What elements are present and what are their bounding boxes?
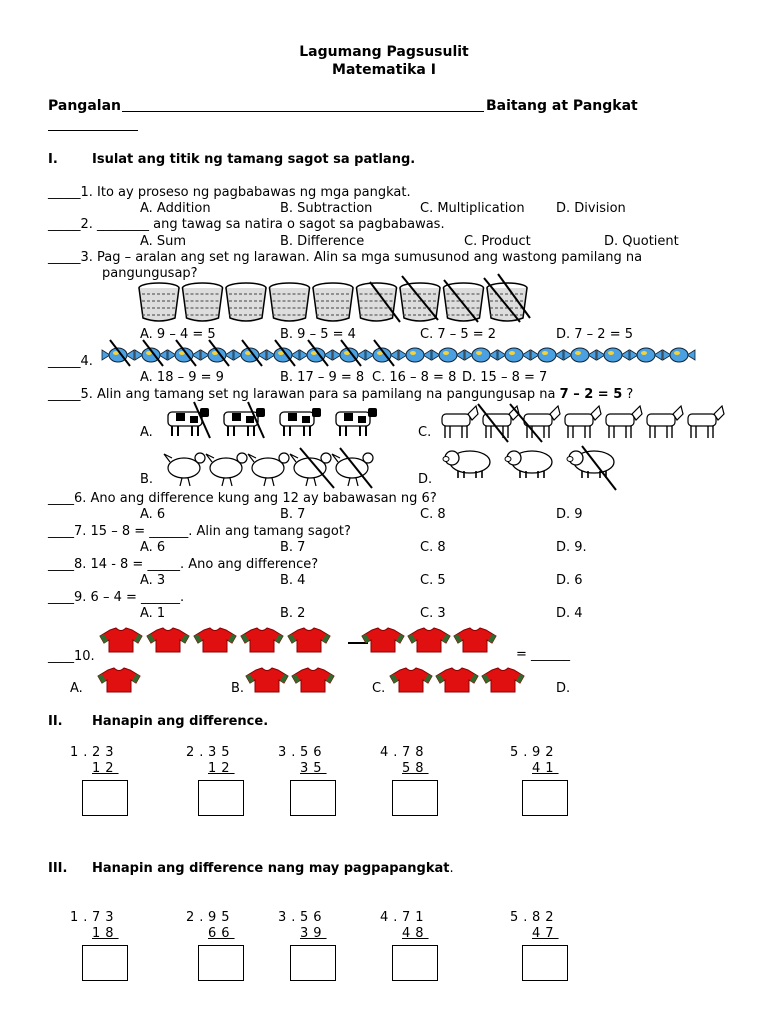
part2-problem-3-label: 3. — [278, 745, 301, 760]
basket-icon — [183, 283, 223, 321]
candy-icon — [564, 348, 596, 362]
part2-problem-5-minuend: 92 — [532, 745, 559, 760]
part3-problem-5-minuend: 82 — [532, 910, 559, 925]
q7-choice-a: A. 6 — [140, 540, 166, 555]
part1-numeral: I. — [48, 152, 58, 167]
shirt-icon — [408, 628, 450, 652]
shirt-choice-c — [390, 664, 540, 694]
part3-problem-4-label: 4. — [380, 910, 403, 925]
part3-problem-3-label: 3. — [278, 910, 301, 925]
part2-problem-4-label: 4. — [380, 745, 403, 760]
shirt-icon — [100, 628, 142, 652]
q8-choice-b: B. 4 — [280, 573, 306, 588]
q4-choice-c: C. 16 – 8 = 8 — [372, 370, 457, 385]
q5-choice-c: C. — [418, 425, 432, 440]
pig-icon — [443, 451, 490, 478]
q3-choice-a: A. 9 – 4 = 5 — [140, 327, 216, 342]
part3-answer-box-4[interactable] — [392, 945, 438, 981]
candy-icon — [531, 348, 563, 362]
q1-choice-a: A. Addition — [140, 201, 211, 216]
part3-numeral: III. — [48, 861, 68, 876]
question-7: ____7. 15 – 8 = ______. Alin ang tamang sagot? — [48, 524, 351, 539]
part2-problem-1-subtrahend: 12 — [92, 761, 119, 776]
q8-choice-d: D. 6 — [556, 573, 583, 588]
goat-icon — [647, 406, 683, 438]
question-4: _____4. — [48, 354, 93, 369]
q2-choice-b: B. Difference — [280, 234, 365, 249]
q10-equals: = ______ — [516, 647, 571, 662]
part2-answer-box-3[interactable] — [290, 780, 336, 816]
q6-choice-a: A. 6 — [140, 507, 166, 522]
question-3-cont: pangungusap? — [102, 266, 198, 281]
shirt-icon — [98, 668, 140, 692]
q9-choice-a: A. 1 — [140, 606, 166, 621]
part2-answer-box-1[interactable] — [82, 780, 128, 816]
part2-problem-2-subtrahend: 12 — [208, 761, 235, 776]
part2-problem-4-minuend: 78 — [402, 745, 429, 760]
part2-problem-3-minuend: 56 — [300, 745, 327, 760]
q9-choice-b: B. 2 — [280, 606, 306, 621]
part2-problem-5-label: 5. — [510, 745, 533, 760]
cow-icon — [280, 408, 321, 436]
part2-answer-box-2[interactable] — [198, 780, 244, 816]
answer-blank: ____ — [48, 649, 74, 664]
candy-icon — [399, 348, 431, 362]
hen-icon — [164, 453, 205, 486]
goat-icon — [524, 406, 560, 438]
question-9: ____9. 6 – 4 = ______. — [48, 590, 185, 605]
name-line[interactable] — [122, 111, 484, 112]
q7-choice-b: B. 7 — [280, 540, 306, 555]
pig-row — [444, 436, 634, 492]
q1-choice-d: D. Division — [556, 201, 626, 216]
answer-blank: ____ — [48, 590, 74, 605]
q1-choice-c: C. Multiplication — [420, 201, 525, 216]
basket-icon — [139, 283, 179, 321]
part3-answer-box-5[interactable] — [522, 945, 568, 981]
part3-problem-3-minuend: 56 — [300, 910, 327, 925]
q6-choice-d: D. 9 — [556, 507, 583, 522]
title-subject: Matematika I — [332, 62, 436, 78]
q4-choice-b: B. 17 – 9 = 8 — [280, 370, 365, 385]
question-3: _____3. Pag – aralan ang set ng larawan. Alin sa mga sumusunod ang wastong pamilang na — [48, 250, 643, 265]
part2-problem-1-minuend: 23 — [92, 745, 119, 760]
q6-choice-c: C. 8 — [420, 507, 446, 522]
hen-icon — [290, 453, 331, 486]
part2-problem-3-subtrahend: 35 — [300, 761, 327, 776]
shirt-choice-a — [96, 664, 146, 694]
candy-icon — [432, 348, 464, 362]
q5-choice-a: A. — [140, 425, 153, 440]
q2-choice-d: D. Quotient — [604, 234, 679, 249]
q3-choice-d: D. 7 – 2 = 5 — [556, 327, 634, 342]
shirt-icon — [246, 668, 288, 692]
part3-answer-box-3[interactable] — [290, 945, 336, 981]
part3-problem-2-minuend: 95 — [208, 910, 235, 925]
hen-row — [164, 448, 394, 488]
part2-problem-4-subtrahend: 58 — [402, 761, 429, 776]
q7-choice-d: D. 9. — [556, 540, 587, 555]
part3-problem-1-minuend: 73 — [92, 910, 119, 925]
shirt-icon — [292, 668, 334, 692]
q5-equation: 7 – 2 = 5 — [559, 387, 623, 402]
q2-choice-a: A. Sum — [140, 234, 187, 249]
q9-choice-c: C. 3 — [420, 606, 446, 621]
answer-blank: ____ — [48, 524, 74, 539]
candy-icon — [498, 348, 530, 362]
basket-icon — [226, 283, 266, 321]
part3-problem-1-label: 1. — [70, 910, 93, 925]
grade-line[interactable] — [48, 130, 138, 131]
title-main: Lagumang Pagsusulit — [299, 44, 469, 60]
part2-problem-2-label: 2. — [186, 745, 209, 760]
q1-choice-b: B. Subtraction — [280, 201, 373, 216]
answer-blank: ____ — [48, 491, 74, 506]
cow-row — [164, 402, 394, 440]
part3-problem-2-subtrahend: 66 — [208, 926, 235, 941]
part3-answer-box-1[interactable] — [82, 945, 128, 981]
answer-blank: _____ — [48, 250, 81, 265]
goat-icon — [565, 406, 601, 438]
candy-icon — [630, 348, 662, 362]
shirt-icon — [288, 628, 330, 652]
basket-icon — [313, 283, 353, 321]
shirt-icon — [194, 628, 236, 652]
candy-row — [104, 340, 724, 370]
shirt-icon — [241, 628, 283, 652]
q6-choice-b: B. 7 — [280, 507, 306, 522]
shirt-icon — [147, 628, 189, 652]
part2-numeral: II. — [48, 714, 63, 729]
candy-icon — [663, 348, 695, 362]
answer-blank: _____ — [48, 387, 81, 402]
cow-icon — [336, 408, 377, 436]
q5-choice-b: B. — [140, 472, 154, 487]
part2-problem-1-label: 1. — [70, 745, 93, 760]
q3-choice-c: C. 7 – 5 = 2 — [420, 327, 497, 342]
grade-label: Baitang at Pangkat — [486, 98, 638, 114]
q10-choice-d: D. — [556, 681, 571, 696]
part2-answer-box-4[interactable] — [392, 780, 438, 816]
goat-icon — [688, 406, 724, 438]
question-5: _____5. Alin ang tamang set ng larawan para sa pamilang na pangungusap na 7 – 2 = 5 ? — [48, 387, 634, 402]
q5-choice-d: D. — [418, 472, 433, 487]
shirt-icon — [390, 668, 432, 692]
part2-problem-2-minuend: 35 — [208, 745, 235, 760]
part1-instruction: Isulat ang titik ng tamang sagot sa patlang. — [92, 152, 416, 167]
part3-problem-4-subtrahend: 48 — [402, 926, 429, 941]
name-label: Pangalan — [48, 98, 121, 114]
part3-problem-4-minuend: 71 — [402, 910, 429, 925]
question-2: _____2. ________ ang tawag sa natira o sagot sa pagbabawas. — [48, 217, 445, 232]
q10-choice-b: B. — [231, 681, 245, 696]
part3-problem-1-subtrahend: 18 — [92, 926, 119, 941]
question-10: ____10. — [48, 649, 95, 664]
shirt-icon — [482, 668, 524, 692]
q10-choice-a: A. — [70, 681, 83, 696]
part3-problem-5-subtrahend: 47 — [532, 926, 559, 941]
hen-icon — [206, 453, 247, 486]
question-1: _____1. Ito ay proseso ng pagbabawas ng mga pangkat. — [48, 185, 411, 200]
part3-problem-2-label: 2. — [186, 910, 209, 925]
question-6: ____6. Ano ang difference kung ang 12 ay babawasan ng 6? — [48, 491, 437, 506]
part3-instruction: Hanapin ang difference nang may pagpapangkat. — [92, 861, 454, 876]
hen-icon — [248, 453, 289, 486]
pig-icon — [567, 451, 614, 478]
q8-choice-a: A. 3 — [140, 573, 166, 588]
goat-icon — [606, 406, 642, 438]
basket-row — [138, 282, 538, 324]
shirt-icon — [454, 628, 496, 652]
part3-problem-3-subtrahend: 39 — [300, 926, 327, 941]
q4-choice-a: A. 18 – 9 = 9 — [140, 370, 224, 385]
shirt-icon — [436, 668, 478, 692]
q10-choice-c: C. — [372, 681, 386, 696]
pig-icon — [505, 451, 552, 478]
shirt-row-minuend — [100, 624, 340, 656]
answer-blank: ____ — [48, 557, 74, 572]
q8-choice-c: C. 5 — [420, 573, 446, 588]
q9-choice-d: D. 4 — [556, 606, 583, 621]
question-8: ____8. 14 - 8 = _____. Ano ang difference? — [48, 557, 319, 572]
answer-blank: _____ — [48, 217, 81, 232]
shirt-icon — [362, 628, 404, 652]
answer-blank: _____ — [48, 354, 81, 369]
q4-choice-d: D. 15 – 8 = 7 — [462, 370, 548, 385]
part2-instruction: Hanapin ang difference. — [92, 714, 269, 729]
q7-choice-c: C. 8 — [420, 540, 446, 555]
candy-icon — [597, 348, 629, 362]
part2-answer-box-5[interactable] — [522, 780, 568, 816]
shirt-choice-b — [246, 664, 346, 694]
candy-icon — [465, 348, 497, 362]
cow-icon — [224, 408, 265, 436]
shirt-row-subtrahend — [362, 624, 502, 656]
goat-icon — [442, 406, 478, 438]
part3-problem-5-label: 5. — [510, 910, 533, 925]
part3-answer-box-2[interactable] — [198, 945, 244, 981]
answer-blank: _____ — [48, 185, 81, 200]
basket-icon — [444, 283, 484, 321]
part2-problem-5-subtrahend: 41 — [532, 761, 559, 776]
q3-choice-b: B. 9 – 5 = 4 — [280, 327, 356, 342]
basket-icon — [270, 283, 310, 321]
basket-icon — [357, 283, 397, 321]
q2-choice-c: C. Product — [464, 234, 531, 249]
